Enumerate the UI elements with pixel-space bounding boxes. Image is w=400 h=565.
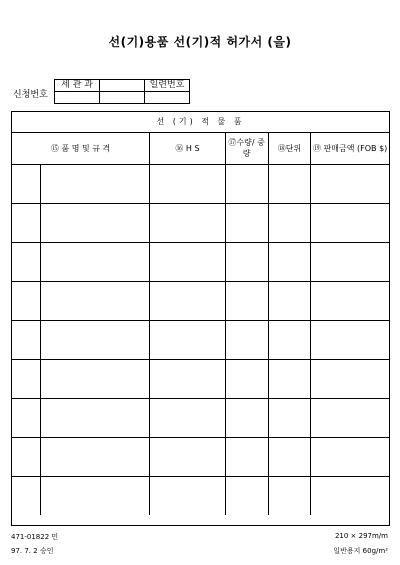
name-cell[interactable] xyxy=(40,282,149,321)
unit-cell[interactable] xyxy=(268,321,311,360)
customs-office-label: 세 관 과 xyxy=(55,80,100,92)
col-header-hs: ⑯ H S xyxy=(150,132,226,165)
row-no-cell[interactable] xyxy=(12,399,40,438)
row-no-cell[interactable] xyxy=(12,204,40,243)
serial-number-label: 일련번호 xyxy=(145,80,190,92)
department-field[interactable] xyxy=(100,92,145,104)
amount-cell[interactable] xyxy=(311,321,389,360)
qty-cell[interactable] xyxy=(225,360,268,399)
hs-cell[interactable] xyxy=(150,399,226,438)
qty-cell[interactable] xyxy=(225,165,268,204)
table-row xyxy=(12,204,389,243)
name-cell[interactable] xyxy=(40,243,149,282)
name-cell[interactable] xyxy=(40,321,149,360)
row-no-cell[interactable] xyxy=(12,477,40,516)
paper-size: 210 × 297m/m xyxy=(334,532,388,540)
form-number: 471-01822 민 xyxy=(11,533,59,541)
col-header-qty: ⑰수량/ 중량 xyxy=(225,132,268,165)
row-no-cell[interactable] xyxy=(12,360,40,399)
hs-cell[interactable] xyxy=(150,282,226,321)
name-cell[interactable] xyxy=(40,399,149,438)
form-title: 선(기)용품 선(기)적 허가서 (을) xyxy=(108,35,292,49)
amount-cell[interactable] xyxy=(311,165,389,204)
name-cell[interactable] xyxy=(40,165,149,204)
table-row xyxy=(12,360,389,399)
name-cell[interactable] xyxy=(40,438,149,477)
application-number-table xyxy=(54,79,190,104)
amount-cell[interactable] xyxy=(311,438,389,477)
amount-cell[interactable] xyxy=(311,360,389,399)
unit-cell[interactable] xyxy=(268,165,311,204)
qty-cell[interactable] xyxy=(225,282,268,321)
customs-office-blank[interactable] xyxy=(100,80,145,92)
row-no-cell[interactable] xyxy=(12,438,40,477)
hs-cell[interactable] xyxy=(150,321,226,360)
unit-cell[interactable] xyxy=(268,360,311,399)
amount-cell[interactable] xyxy=(311,282,389,321)
customs-office-field[interactable] xyxy=(55,92,100,104)
unit-cell[interactable] xyxy=(268,243,311,282)
hs-cell[interactable] xyxy=(150,243,226,282)
col-header-name: ⑮ 품 명 및 규 격 xyxy=(12,132,150,165)
col-header-unit: ⑱단위 xyxy=(268,132,311,165)
hs-cell[interactable] xyxy=(150,204,226,243)
paper-type: 일반용지 60g/m² xyxy=(333,547,388,555)
qty-cell[interactable] xyxy=(225,321,268,360)
qty-cell[interactable] xyxy=(225,438,268,477)
unit-cell[interactable] xyxy=(268,282,311,321)
hs-cell[interactable] xyxy=(150,477,226,516)
amount-cell[interactable] xyxy=(311,477,389,516)
table-row xyxy=(12,165,389,204)
goods-table-box xyxy=(11,111,390,526)
name-cell[interactable] xyxy=(40,477,149,516)
name-cell[interactable] xyxy=(40,204,149,243)
approval-date: 97. 7. 2 승인 xyxy=(11,547,54,555)
qty-cell[interactable] xyxy=(225,243,268,282)
unit-cell[interactable] xyxy=(268,438,311,477)
goods-table xyxy=(12,132,389,515)
unit-cell[interactable] xyxy=(268,399,311,438)
unit-cell[interactable] xyxy=(268,477,311,516)
row-no-cell[interactable] xyxy=(12,321,40,360)
application-number-label: 신청번호 xyxy=(13,90,48,100)
serial-number-field[interactable] xyxy=(145,92,190,104)
table-row xyxy=(12,399,389,438)
table-row xyxy=(12,243,389,282)
qty-cell[interactable] xyxy=(225,399,268,438)
table-row xyxy=(12,477,389,516)
table-row xyxy=(12,321,389,360)
col-header-amount: ⑲ 판매금액 (FOB $) xyxy=(311,132,389,165)
unit-cell[interactable] xyxy=(268,204,311,243)
hs-cell[interactable] xyxy=(150,360,226,399)
section-title: 선 (기) 적 물 품 xyxy=(12,112,389,133)
row-no-cell[interactable] xyxy=(12,165,40,204)
table-row xyxy=(12,282,389,321)
amount-cell[interactable] xyxy=(311,204,389,243)
amount-cell[interactable] xyxy=(311,243,389,282)
qty-cell[interactable] xyxy=(225,477,268,516)
amount-cell[interactable] xyxy=(311,399,389,438)
qty-cell[interactable] xyxy=(225,204,268,243)
table-row xyxy=(12,438,389,477)
hs-cell[interactable] xyxy=(150,438,226,477)
name-cell[interactable] xyxy=(40,360,149,399)
hs-cell[interactable] xyxy=(150,165,226,204)
row-no-cell[interactable] xyxy=(12,243,40,282)
row-no-cell[interactable] xyxy=(12,282,40,321)
